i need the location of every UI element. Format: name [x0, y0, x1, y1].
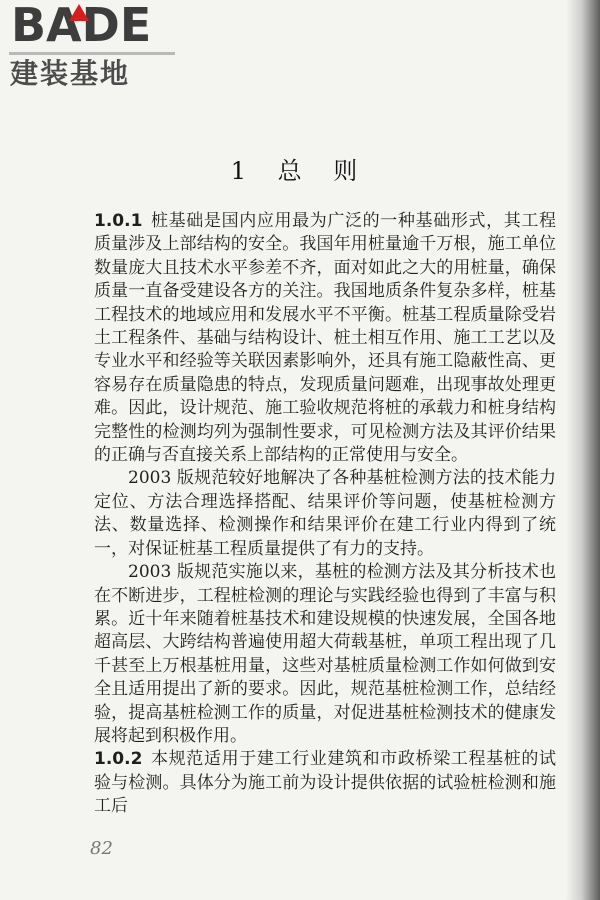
logo-brand-text: BADE	[11, 0, 152, 52]
paragraph-text: 2003 版规范较好地解决了各种基桩检测方法的技术能力定位、方法合理选择搭配、结果评价等问题，使基桩检测方法、数量选择、检测操作和结果评价在建工行业内得到了统一，对保证桩基工程质量提供了有力的支持。	[94, 468, 556, 559]
paragraph-implementation	[94, 561, 556, 748]
bade-logo	[9, 2, 179, 94]
document-body	[94, 210, 556, 819]
clause-number: 1.0.2	[94, 749, 143, 770]
page-edge-shadow	[566, 0, 600, 900]
paragraph-1-0-1	[94, 210, 556, 467]
paragraph-1-0-2	[94, 748, 556, 818]
paragraph-text: 2003 版规范实施以来，基桩的检测方法及其分析技术也在不断进步，工程桩检测的理论与实践经验也得到了丰富与积累。近十年来随着桩基技术和建设规模的快速发展，全国各地超高层、大跨结构普遍使用超大荷载基桩，单项工程出现了几千甚至上万根基桩用量，这些对基桩质量检测工作如何做到安全且适用提出了新的要求。因此，规范基桩检测工作，总结经验，提高基桩检测工作的质量，对促进基桩检测技术的健康发展将起到积极作用。	[94, 562, 556, 746]
paragraph-text: 本规范适用于建工行业建筑和市政桥梁工程基桩的试验与检测。具体分为施工前为设计提供依据的试验桩检测和施工后	[94, 749, 556, 817]
paragraph-2003-version	[94, 467, 556, 561]
paragraph-text: 桩基础是国内应用最为广泛的一种基础形式，其工程质量涉及上部结构的安全。我国年用桩量逾千万根，施工单位数量庞大且技术水平参差不齐，面对如此之大的用桩量，确保质量一直备受建设各方的关注。我国地质条件复杂多样，桩基工程技术的地域应用和发展水平不平衡。桩基工程质量除受岩土工程条件、基础与结构设计、桩土相互作用、施工工艺以及专业水平和经验等关联因素影响外，还具有施工隐蔽性高、更容易存在质量隐患的特点，发现质量问题难，出现事故处理更难。因此，设计规范、施工验收规范将桩的承载力和桩身结构完整性的检测均列为强制性要求，可见检测方法及其评价结果的正确与否直接关系上部结构的正常使用与安全。	[94, 211, 556, 466]
clause-number: 1.0.1	[94, 211, 143, 231]
page-number: 82	[90, 838, 113, 859]
chapter-title: 1 总 则	[230, 157, 370, 185]
logo-subtitle: 建装基地	[10, 57, 131, 90]
logo-accent-mark	[69, 4, 89, 21]
logo-underline	[9, 52, 175, 55]
